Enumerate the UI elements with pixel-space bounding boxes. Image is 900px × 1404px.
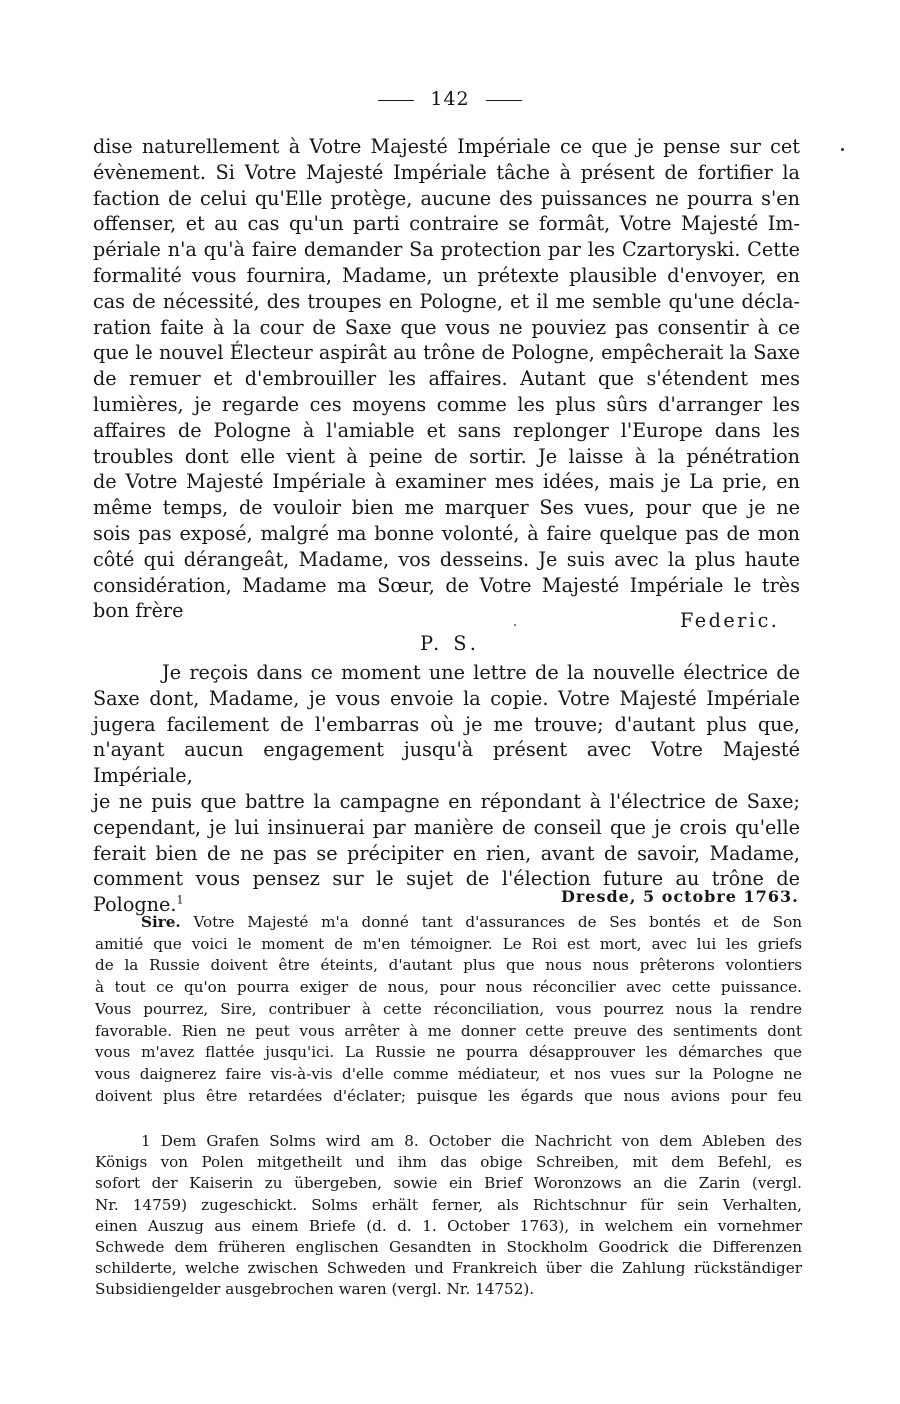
enclosure-line: vous daignerez faire vis-à-vis d'elle comme médiateur, et nos vues sur la Pologne ne [95,1064,802,1083]
footnote-line: Königs von Polen mitgetheilt und ihm das obige Schreiben, mit dem Befehl, es [95,1153,802,1172]
postscript-body [93,660,800,918]
ps-line: ferait bien de ne pas se précipiter en rien, avant de savoir, Madame, [93,841,800,865]
ps-line: jugera facilement de l'embarras où je me trouve; d'autant plus que, [93,712,800,736]
letter-line: périale n'a qu'à faire demander Sa protection par les Czartoryski. Cette [93,238,800,262]
ps-line: Saxe dont, Madame, je vous envoie la copie. Votre Majesté Impériale [93,686,800,710]
letter-line: cas de nécessité, des troupes en Pologne, et il me semble qu'une décla- [93,289,800,313]
ps-line: Je reçois dans ce moment une lettre de la nouvelle électrice de [162,661,800,684]
letter-line: faction de celui qu'Elle protège, aucune des puissances ne pourra s'en [93,186,800,210]
enclosure-line: de la Russie doivent être éteints, d'autant plus que nous nous prêterons volontiers [95,956,802,975]
ps-line: je ne puis que battre la campagne en répondant à l'électrice de Saxe; [93,789,800,813]
enclosure-line: Vous pourrez, Sire, contribuer à cette réconciliation, vous pourrez nous la rendre [95,999,802,1018]
enclosure-salutation: Sire. [141,913,181,931]
page-number: 142 [430,88,470,110]
footnote-reference[interactable]: 1 [176,893,184,907]
letter-line: sois pas exposé, malgré ma bonne volonté, à faire quelque pas de mon [93,521,800,545]
postscript-heading: P. S. [420,632,480,655]
header-rule-right [486,100,522,101]
letter-line: lumières, je regarde ces moyens comme les plus sûrs d'arranger les [93,392,800,416]
enclosure-line: vous m'avez flattée jusqu'ici. La Russie ne pourra désapprouver les démarches que [95,1043,802,1062]
letter-line: côté qui dérangeât, Madame, vos desseins. Je suis avec la plus haute [93,547,800,571]
letter-line: affaires de Pologne à l'amiable et sans replonger l'Europe dans les [93,418,800,442]
letter-line: dise naturellement à Votre Majesté Impériale ce que je pense sur cet [93,135,800,158]
footnote-marker: 1 [141,1132,151,1150]
enclosure-dateline: Dresde, 5 octobre 1763. [561,887,799,906]
letter-line: formalité vous fournira, Madame, un prétexte plausible d'envoyer, en [93,263,800,287]
letter-line: même temps, de vouloir bien me marquer Ses vues, pour que je ne [93,496,800,520]
enclosure-line: favorable. Rien ne peut vous arrêter à me donner cette preuve des sentiments dont [95,1021,802,1040]
footnote-line: Subsidiengelder ausgebrochen waren (vergl. Nr. 14752). [95,1280,535,1299]
letter-line: que le nouvel Électeur aspirât au trône de Pologne, empêcherait la Saxe [93,341,800,365]
letter-line: ration faite à la cour de Saxe que vous ne pouviez pas consentir à ce [93,315,800,339]
ps-speck [514,624,516,626]
footnote-line: sofort der Kaiserin zu übergeben, sowie ein Brief Woronzows an die Zarin (vergl. [95,1174,802,1193]
footnote-line: Nr. 14759) zugeschickt. Solms erhält ferner, als Richtschnur für sein Verhalten, [95,1195,802,1214]
letter-line: troubles dont elle vient à peine de sortir. Je laisse à la pénétration [93,444,800,468]
enclosure-line: à tout ce qu'on pourra exiger de nous, pour nous réconcilier avec cette puissance. [95,978,802,997]
signature: Federic. [680,609,780,632]
margin-speck [841,148,844,151]
footnote [95,1131,802,1301]
letter-line: offenser, et au cas qu'un parti contraire se formât, Votre Majesté Im- [93,212,800,236]
letter-line: évènement. Si Votre Majesté Impériale tâche à présent de fortifier la [93,160,800,184]
letter-line: bon frère [93,599,184,623]
letter-line: de Votre Majesté Impériale à examiner mes idées, mais je La prie, en [93,470,800,494]
page-header [0,88,900,110]
ps-line: n'ayant aucun engagement jusqu'à présent avec Votre Majesté Impériale, [93,738,800,788]
letter-body [93,134,800,624]
enclosure-first-line [95,912,802,934]
ps-line: comment vous pensez sur le sujet de l'élection future au trône de [93,867,800,891]
enclosure-line: Votre Majesté m'a donné tant d'assurances de Ses bontés et de Son [193,913,803,931]
enclosure-line: doivent plus être retardées d'éclater; puisque les égards que nous avions pour feu [95,1086,802,1105]
enclosure-letter [95,912,802,1107]
footnote-line: Schwede dem früheren englischen Gesandten in Stockholm Goodrick die Differenzen [95,1238,802,1257]
ps-line: cependant, je lui insinuerai par manière de conseil que je crois qu'elle [93,815,800,839]
footnote-first-line [95,1131,802,1152]
ps-line: Pologne. [93,893,177,917]
letter-line: considération, Madame ma Sœur, de Votre Majesté Impériale le très [93,573,800,597]
enclosure-line: amitié que voici le moment de m'en témoigner. Le Roi est mort, avec lui les griefs [95,934,802,953]
letter-line: de remuer et d'embrouiller les affaires. Autant que s'étendent mes [93,367,800,391]
footnote-line: schilderte, welche zwischen Schweden und Frankreich über die Zahlung rückständiger [95,1259,802,1278]
footnote-line: einen Auszug aus einem Briefe (d. d. 1. October 1763), in welchem ein vornehmer [95,1216,802,1235]
footnote-line: Dem Grafen Solms wird am 8. October die Nachricht von dem Ableben des [160,1132,803,1150]
header-rule-left [378,100,414,101]
